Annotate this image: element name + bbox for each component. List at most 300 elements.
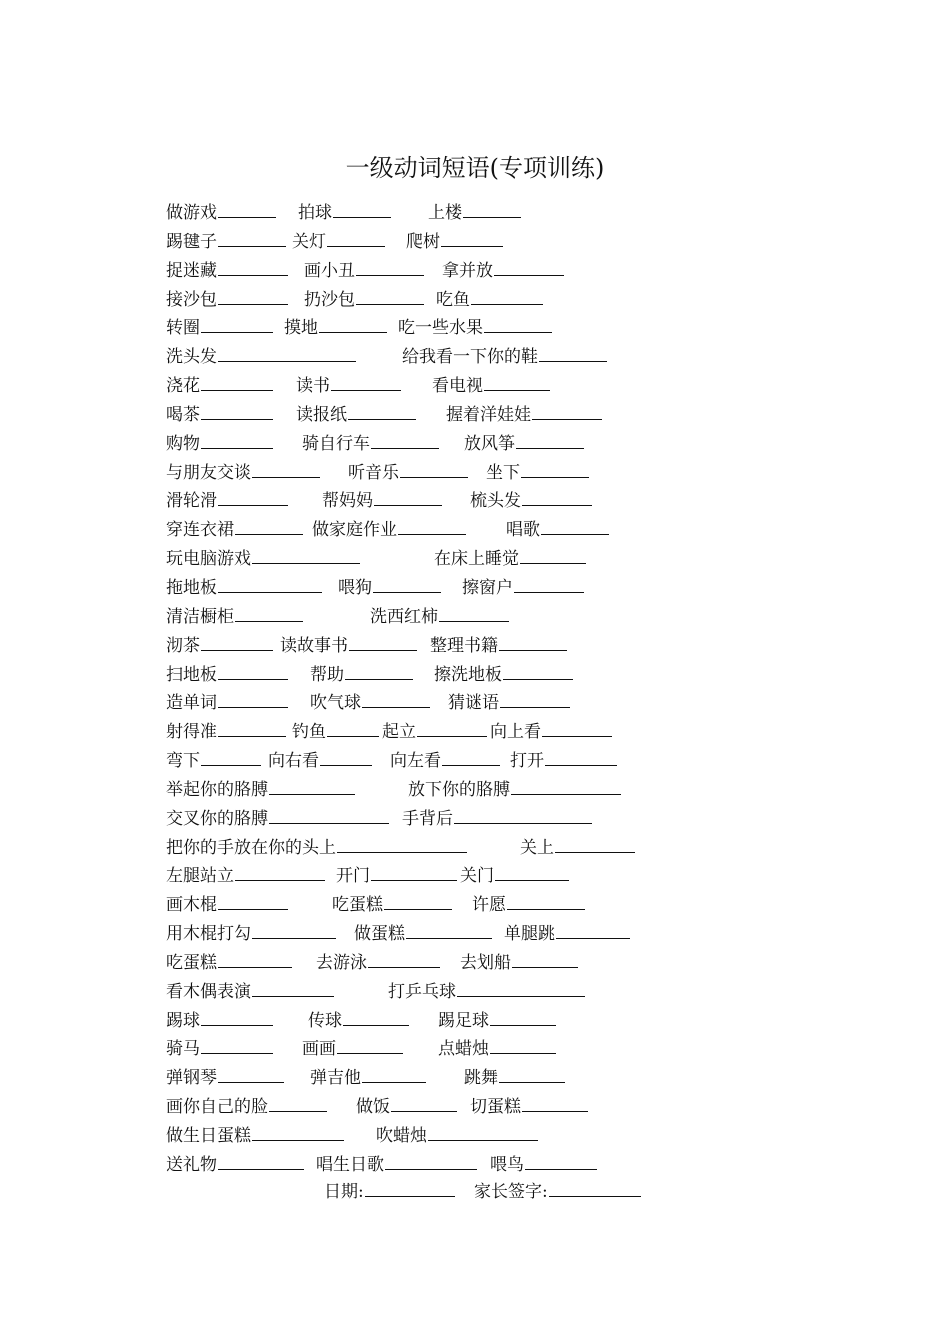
phrase-label: 洗西红柿 xyxy=(370,606,438,627)
phrase-item xyxy=(166,543,360,573)
phrase-item xyxy=(490,716,612,746)
phrase-row xyxy=(166,226,726,255)
phrase-item xyxy=(166,1091,327,1121)
phrase-row xyxy=(166,976,726,1005)
answer-blank[interactable] xyxy=(331,370,401,391)
phrase-label: 放下你的胳膊 xyxy=(408,779,510,800)
answer-blank[interactable] xyxy=(371,860,457,881)
answer-blank[interactable] xyxy=(522,1091,588,1112)
phrase-item xyxy=(448,687,570,717)
phrase-label: 整理书籍 xyxy=(430,635,498,656)
phrase-item xyxy=(446,399,602,429)
phrase-item xyxy=(470,485,592,515)
phrase-label: 浇花 xyxy=(166,376,200,397)
answer-blank[interactable] xyxy=(319,312,387,333)
answer-blank[interactable] xyxy=(522,485,592,506)
answer-blank[interactable] xyxy=(218,284,288,305)
phrase-item xyxy=(370,601,509,631)
signature-blank[interactable] xyxy=(549,1176,641,1197)
phrase-row xyxy=(166,514,726,543)
answer-blank[interactable] xyxy=(490,1005,556,1026)
answer-blank[interactable] xyxy=(349,630,417,651)
phrase-item xyxy=(166,370,273,400)
answer-blank[interactable] xyxy=(218,716,286,737)
phrase-label: 看电视 xyxy=(432,376,483,397)
answer-blank[interactable] xyxy=(471,284,543,305)
phrase-row xyxy=(166,630,726,659)
phrase-item xyxy=(430,630,567,660)
answer-blank[interactable] xyxy=(428,1120,538,1141)
answer-blank[interactable] xyxy=(201,399,273,420)
answer-blank[interactable] xyxy=(398,514,466,535)
phrase-label: 射得准 xyxy=(166,722,217,743)
phrase-label: 放风筝 xyxy=(464,433,515,454)
answer-blank[interactable] xyxy=(269,774,355,795)
phrase-label: 读书 xyxy=(296,376,330,397)
phrase-item xyxy=(166,428,273,458)
phrase-item xyxy=(388,976,585,1006)
phrase-item xyxy=(310,687,430,717)
phrase-label: 擦洗地板 xyxy=(434,664,502,685)
phrase-item xyxy=(292,716,379,746)
answer-blank[interactable] xyxy=(201,370,273,391)
phrase-item xyxy=(434,543,586,573)
answer-blank[interactable] xyxy=(218,687,288,708)
answer-blank[interactable] xyxy=(218,226,286,247)
phrase-label: 拖地板 xyxy=(166,577,217,598)
answer-blank[interactable] xyxy=(235,601,303,622)
phrase-row xyxy=(166,543,726,572)
answer-blank[interactable] xyxy=(520,543,586,564)
phrase-list xyxy=(166,197,726,1178)
phrase-item xyxy=(408,774,621,804)
answer-blank[interactable] xyxy=(201,630,273,651)
phrase-item xyxy=(354,918,492,948)
answer-blank[interactable] xyxy=(201,1033,273,1054)
phrase-label: 打开 xyxy=(510,751,544,772)
answer-blank[interactable] xyxy=(532,399,602,420)
phrase-label: 摸地 xyxy=(284,318,318,339)
phrase-label: 去游泳 xyxy=(316,952,367,973)
answer-blank[interactable] xyxy=(484,312,552,333)
phrase-label: 喝茶 xyxy=(166,404,200,425)
phrase-label: 唱生日歌 xyxy=(316,1154,384,1175)
phrase-label: 钓鱼 xyxy=(292,722,326,743)
phrase-row xyxy=(166,687,726,716)
phrase-item xyxy=(302,428,439,458)
answer-blank[interactable] xyxy=(384,889,452,910)
answer-blank[interactable] xyxy=(218,197,276,218)
answer-blank[interactable] xyxy=(516,428,584,449)
phrase-item xyxy=(166,745,261,775)
phrase-label: 画木棍 xyxy=(166,895,217,916)
phrase-label: 读报纸 xyxy=(296,404,347,425)
answer-blank[interactable] xyxy=(439,601,509,622)
answer-blank[interactable] xyxy=(218,1062,284,1083)
phrase-item xyxy=(308,1005,409,1035)
phrase-label: 画你自己的脸 xyxy=(166,1097,268,1118)
phrase-item xyxy=(166,918,336,948)
answer-blank[interactable] xyxy=(201,428,273,449)
phrase-item xyxy=(296,370,401,400)
phrase-label: 扔沙包 xyxy=(304,289,355,310)
phrase-label: 沏茶 xyxy=(166,635,200,656)
phrase-label: 捉迷藏 xyxy=(166,260,217,281)
answer-blank[interactable] xyxy=(356,284,424,305)
phrase-item xyxy=(486,457,589,487)
phrase-item xyxy=(166,514,303,544)
phrase-item xyxy=(298,197,391,227)
phrase-item xyxy=(470,1091,588,1121)
phrase-item xyxy=(166,659,288,689)
phrase-label: 玩电脑游戏 xyxy=(166,549,251,570)
phrase-item xyxy=(166,226,286,256)
answer-blank[interactable] xyxy=(373,572,441,593)
phrase-label: 造单词 xyxy=(166,693,217,714)
phrase-label: 开门 xyxy=(336,866,370,887)
phrase-label: 与朋友交谈 xyxy=(166,462,251,483)
answer-blank[interactable] xyxy=(512,947,578,968)
phrase-item xyxy=(402,341,607,371)
answer-blank[interactable] xyxy=(327,226,385,247)
phrase-row xyxy=(166,860,726,889)
phrase-row xyxy=(166,745,726,774)
phrase-item xyxy=(166,1149,304,1179)
phrase-label: 穿连衣裙 xyxy=(166,520,234,541)
phrase-label: 购物 xyxy=(166,433,200,454)
phrase-row xyxy=(166,1062,726,1091)
phrase-item xyxy=(428,197,521,227)
phrase-label: 踢足球 xyxy=(438,1010,489,1031)
phrase-label: 拿并放 xyxy=(442,260,493,281)
phrase-label: 跳舞 xyxy=(464,1068,498,1089)
phrase-item xyxy=(506,514,609,544)
phrase-label: 吃蛋糕 xyxy=(332,895,383,916)
phrase-label: 听音乐 xyxy=(348,462,399,483)
phrase-item xyxy=(166,832,467,862)
phrase-row xyxy=(166,601,726,630)
phrase-row xyxy=(166,918,726,947)
answer-blank[interactable] xyxy=(385,1149,477,1170)
phrase-item xyxy=(460,947,578,977)
phrase-item xyxy=(462,572,584,602)
phrase-label: 握着洋娃娃 xyxy=(446,404,531,425)
phrase-label: 擦窗户 xyxy=(462,577,513,598)
phrase-item xyxy=(292,226,385,256)
answer-blank[interactable] xyxy=(541,514,609,535)
phrase-item xyxy=(166,485,288,515)
answer-blank[interactable] xyxy=(514,572,584,593)
phrase-label: 画画 xyxy=(302,1039,336,1060)
phrase-item xyxy=(356,1091,457,1121)
answer-blank[interactable] xyxy=(218,659,288,680)
phrase-label: 点蜡烛 xyxy=(438,1039,489,1060)
phrase-item xyxy=(434,659,573,689)
phrase-item xyxy=(304,255,424,285)
phrase-label: 在床上睡觉 xyxy=(434,549,519,570)
phrase-item xyxy=(442,255,564,285)
answer-blank[interactable] xyxy=(368,947,440,968)
answer-blank[interactable] xyxy=(374,485,442,506)
phrase-label: 骑马 xyxy=(166,1039,200,1060)
phrase-label: 拍球 xyxy=(298,203,332,223)
phrase-row xyxy=(166,284,726,313)
phrase-row xyxy=(166,1091,726,1120)
answer-blank[interactable] xyxy=(507,889,585,910)
phrase-item xyxy=(464,428,584,458)
answer-blank[interactable] xyxy=(201,312,273,333)
phrase-row xyxy=(166,428,726,457)
phrase-label: 做生日蛋糕 xyxy=(166,1126,251,1146)
phrase-label: 手背后 xyxy=(402,808,453,829)
phrase-item xyxy=(166,601,303,631)
answer-blank[interactable] xyxy=(499,1062,565,1083)
phrase-label: 读故事书 xyxy=(280,635,348,656)
phrase-item xyxy=(268,745,372,775)
phrase-item xyxy=(166,572,322,602)
answer-blank[interactable] xyxy=(327,716,379,737)
phrase-label: 滑轮滑 xyxy=(166,491,217,512)
phrase-item xyxy=(490,1149,597,1179)
phrase-item xyxy=(296,399,416,429)
phrase-row xyxy=(166,1005,726,1034)
answer-blank[interactable] xyxy=(218,1149,304,1170)
phrase-item xyxy=(166,889,288,919)
phrase-item xyxy=(338,572,441,602)
phrase-item xyxy=(166,976,334,1006)
phrase-row xyxy=(166,947,726,976)
answer-blank[interactable] xyxy=(400,457,468,478)
phrase-item xyxy=(520,832,635,862)
answer-blank[interactable] xyxy=(556,918,630,939)
date-label: 日期: xyxy=(324,1182,364,1202)
phrase-item xyxy=(510,745,617,775)
answer-blank[interactable] xyxy=(269,1091,327,1112)
phrase-label: 向右看 xyxy=(268,751,319,772)
phrase-item xyxy=(402,803,592,833)
answer-blank[interactable] xyxy=(201,1005,273,1026)
answer-blank[interactable] xyxy=(252,1120,344,1141)
phrase-label: 关上 xyxy=(520,837,554,858)
answer-blank[interactable] xyxy=(539,341,607,362)
phrase-label: 许愿 xyxy=(472,895,506,916)
page-title: 一级动词短语(专项训练) xyxy=(345,154,605,182)
phrase-row xyxy=(166,803,726,832)
phrase-label: 单腿跳 xyxy=(504,924,555,945)
answer-blank[interactable] xyxy=(463,197,521,218)
answer-blank[interactable] xyxy=(337,832,467,853)
phrase-row xyxy=(166,457,726,486)
answer-blank[interactable] xyxy=(337,1033,403,1054)
answer-blank[interactable] xyxy=(252,543,360,564)
answer-blank[interactable] xyxy=(494,255,564,276)
phrase-item xyxy=(166,687,288,717)
phrase-label: 做游戏 xyxy=(166,203,217,223)
phrase-item xyxy=(316,1149,477,1179)
phrase-item xyxy=(376,1120,538,1150)
phrase-item xyxy=(166,716,286,746)
phrase-label: 喂鸟 xyxy=(490,1154,524,1175)
answer-blank[interactable] xyxy=(218,255,288,276)
answer-blank[interactable] xyxy=(345,659,413,680)
phrase-label: 梳头发 xyxy=(470,491,521,512)
phrase-row xyxy=(166,832,726,861)
answer-blank[interactable] xyxy=(417,716,487,737)
phrase-label: 送礼物 xyxy=(166,1154,217,1175)
phrase-item xyxy=(166,860,325,890)
phrase-row xyxy=(166,1120,726,1149)
answer-blank[interactable] xyxy=(555,832,635,853)
phrase-item xyxy=(166,255,288,285)
phrase-item xyxy=(310,1062,426,1092)
answer-blank[interactable] xyxy=(442,745,500,766)
phrase-row xyxy=(166,485,726,514)
signature-field xyxy=(474,1176,641,1206)
phrase-label: 吃鱼 xyxy=(436,289,470,310)
phrase-item xyxy=(166,341,356,371)
phrase-label: 吃一些水果 xyxy=(398,318,483,339)
answer-blank[interactable] xyxy=(454,803,592,824)
answer-blank[interactable] xyxy=(269,803,389,824)
phrase-label: 弯下 xyxy=(166,751,200,772)
phrase-item xyxy=(464,1062,565,1092)
phrase-label: 把你的手放在你的头上 xyxy=(166,837,336,858)
phrase-label: 骑自行车 xyxy=(302,433,370,454)
phrase-item xyxy=(166,1005,273,1035)
phrase-item xyxy=(390,745,500,775)
phrase-label: 喂狗 xyxy=(338,577,372,598)
phrase-row xyxy=(166,341,726,370)
phrase-item xyxy=(504,918,630,948)
date-blank[interactable] xyxy=(365,1176,455,1197)
phrase-label: 爬树 xyxy=(406,231,440,252)
answer-blank[interactable] xyxy=(320,745,372,766)
phrase-item xyxy=(406,226,503,256)
answer-blank[interactable] xyxy=(500,687,570,708)
answer-blank[interactable] xyxy=(218,947,292,968)
phrase-item xyxy=(436,284,543,314)
phrase-label: 传球 xyxy=(308,1010,342,1031)
phrase-item xyxy=(304,284,424,314)
answer-blank[interactable] xyxy=(521,457,589,478)
answer-blank[interactable] xyxy=(484,370,550,391)
phrase-item xyxy=(348,457,468,487)
phrase-item xyxy=(398,312,552,342)
phrase-item xyxy=(472,889,585,919)
answer-blank[interactable] xyxy=(391,1091,457,1112)
answer-blank[interactable] xyxy=(503,659,573,680)
answer-blank[interactable] xyxy=(356,255,424,276)
phrase-item xyxy=(322,485,442,515)
answer-blank[interactable] xyxy=(545,745,617,766)
answer-blank[interactable] xyxy=(441,226,503,247)
phrase-label: 去划船 xyxy=(460,952,511,973)
phrase-label: 扫地板 xyxy=(166,664,217,685)
answer-blank[interactable] xyxy=(252,976,334,997)
phrase-item xyxy=(432,370,550,400)
answer-blank[interactable] xyxy=(218,889,288,910)
phrase-item xyxy=(332,889,452,919)
answer-blank[interactable] xyxy=(333,197,391,218)
answer-blank[interactable] xyxy=(252,918,336,939)
answer-blank[interactable] xyxy=(511,774,621,795)
phrase-label: 给我看一下你的鞋 xyxy=(402,347,538,368)
answer-blank[interactable] xyxy=(235,514,303,535)
phrase-label: 打乒乓球 xyxy=(388,981,456,1002)
phrase-label: 清洁橱柜 xyxy=(166,606,234,627)
phrase-item xyxy=(166,947,292,977)
phrase-label: 洗头发 xyxy=(166,347,217,368)
phrase-row xyxy=(166,774,726,803)
answer-blank[interactable] xyxy=(218,485,288,506)
phrase-label: 起立 xyxy=(382,722,416,743)
phrase-item xyxy=(166,630,273,660)
phrase-item xyxy=(336,860,457,890)
phrase-label: 弹钢琴 xyxy=(166,1068,217,1089)
phrase-label: 左腿站立 xyxy=(166,866,234,887)
answer-blank[interactable] xyxy=(362,1062,426,1083)
answer-blank[interactable] xyxy=(525,1149,597,1170)
answer-blank[interactable] xyxy=(201,745,261,766)
phrase-label: 弹吉他 xyxy=(310,1068,361,1089)
phrase-label: 猜谜语 xyxy=(448,693,499,714)
answer-blank[interactable] xyxy=(218,341,356,362)
phrase-item xyxy=(166,774,355,804)
phrase-label: 唱歌 xyxy=(506,520,540,541)
phrase-item xyxy=(310,659,413,689)
phrase-item xyxy=(166,1033,273,1063)
phrase-row xyxy=(166,659,726,688)
answer-blank[interactable] xyxy=(235,860,325,881)
phrase-row xyxy=(166,399,726,428)
phrase-item xyxy=(312,514,466,544)
answer-blank[interactable] xyxy=(371,428,439,449)
answer-blank[interactable] xyxy=(542,716,612,737)
phrase-item xyxy=(438,1033,556,1063)
phrase-label: 吹气球 xyxy=(310,693,361,714)
phrase-label: 踢球 xyxy=(166,1010,200,1031)
phrase-row xyxy=(166,370,726,399)
phrase-label: 坐下 xyxy=(486,462,520,483)
answer-blank[interactable] xyxy=(218,572,322,593)
answer-blank[interactable] xyxy=(457,976,585,997)
phrase-label: 吃蛋糕 xyxy=(166,952,217,973)
answer-blank[interactable] xyxy=(490,1033,556,1054)
phrase-item xyxy=(382,716,487,746)
phrase-label: 举起你的胳膊 xyxy=(166,779,268,800)
answer-blank[interactable] xyxy=(252,457,320,478)
phrase-row xyxy=(166,716,726,745)
phrase-item xyxy=(316,947,440,977)
phrase-label: 向左看 xyxy=(390,751,441,772)
answer-blank[interactable] xyxy=(499,630,567,651)
phrase-label: 画小丑 xyxy=(304,260,355,281)
answer-blank[interactable] xyxy=(362,687,430,708)
answer-blank[interactable] xyxy=(406,918,492,939)
phrase-label: 关灯 xyxy=(292,231,326,252)
phrase-label: 向上看 xyxy=(490,722,541,743)
phrase-label: 交叉你的胳膊 xyxy=(166,808,268,829)
phrase-item xyxy=(284,312,387,342)
phrase-item xyxy=(166,803,389,833)
answer-blank[interactable] xyxy=(495,860,569,881)
answer-blank[interactable] xyxy=(343,1005,409,1026)
date-field xyxy=(324,1176,455,1206)
phrase-label: 做家庭作业 xyxy=(312,520,397,541)
phrase-item xyxy=(302,1033,403,1063)
phrase-item xyxy=(166,399,273,429)
answer-blank[interactable] xyxy=(348,399,416,420)
